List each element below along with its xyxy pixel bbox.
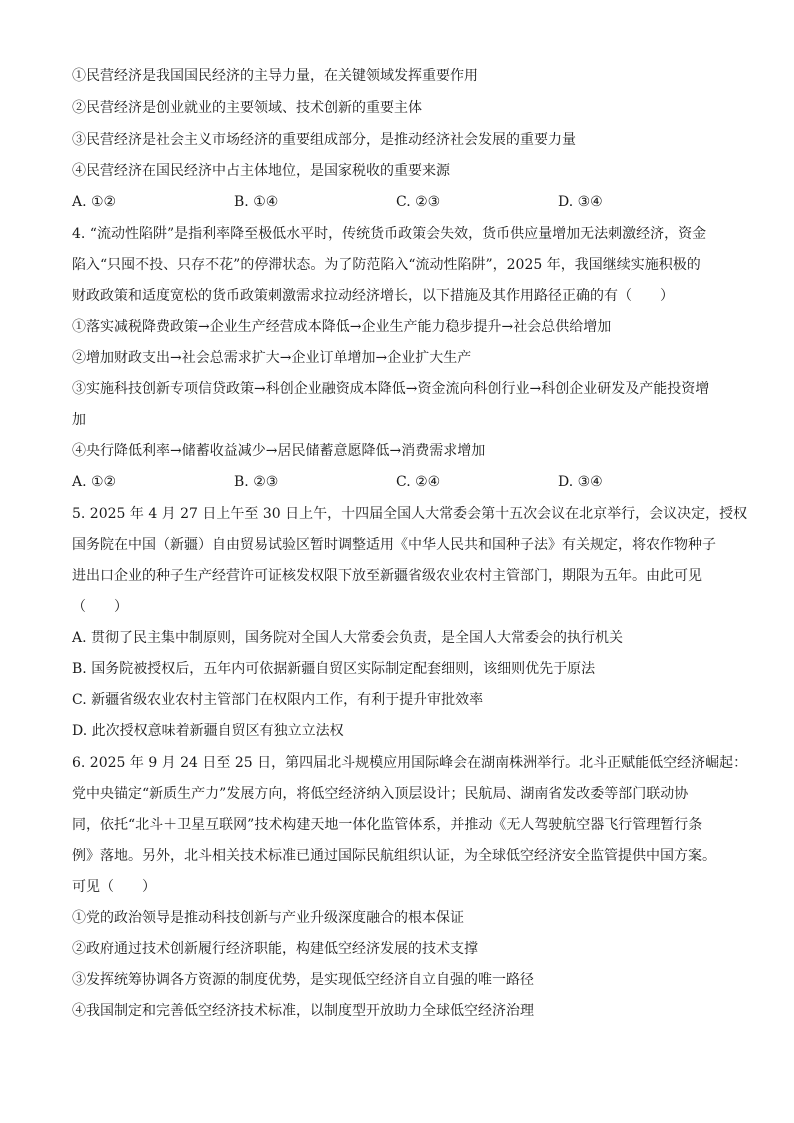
q3-item-2: ②民营经济是创业就业的主要领域、技术创新的重要主体 (72, 100, 422, 116)
q5-option-c: C. 新疆省级农业农村主管部门在权限内工作，有利于提升审批效率 (72, 692, 484, 708)
q6-stem-line-2: 党中央锚定“新质生产力”发展方向，将低空经济纳入顶层设计；民航局、湖南省发改委等部门联动协 (72, 786, 689, 802)
q4-item-1: ①落实减税降费政策→企业生产经营成本降低→企业生产能力稳步提升→社会总供给增加 (72, 319, 612, 335)
q4-option-a: A. ①② (72, 474, 117, 490)
q4-item-3-continued: 加 (72, 412, 86, 428)
q5-option-d: D. 此次授权意味着新疆自贸区有独立立法权 (72, 723, 344, 739)
q6-stem-line-1: 6. 2025 年 9 月 24 日至 25 日，第四届北斗规模应用国际峰会在湖南株洲举行。北斗正赋能低空经济崛起： (72, 755, 748, 771)
q5-stem-line-3: 进出口企业的种子生产经营许可证核发权限下放至新疆省级农业农村主管部门，期限为五年。由此可见 (72, 568, 702, 584)
q5-option-b: B. 国务院被授权后，五年内可依据新疆自贸区实际制定配套细则，该细则优先于原法 (72, 661, 596, 677)
q5-stem-line-2: 国务院在中国（新疆）自由贸易试验区暂时调整适用《中华人民共和国种子法》有关规定，将农作物种子 (72, 537, 716, 553)
q5-option-a: A. 贯彻了民主集中制原则，国务院对全国人大常委会负责，是全国人大常委会的执行机关 (72, 630, 624, 646)
q3-option-c: C. ②③ (396, 194, 441, 210)
q3-option-a: A. ①② (72, 194, 117, 210)
q6-stem-line-3: 同，依托“北斗＋卫星互联网”技术构建天地一体化监管体系，并推动《无人驾驶航空器飞行管理暂行条 (72, 817, 703, 833)
q4-stem-line-1: 4. “流动性陷阱”是指利率降至极低水平时，传统货币政策会失效，货币供应量增加无法刺激经济，资金 (72, 226, 707, 242)
q4-stem-line-3: 财政政策和适度宽松的货币政策刺激需求拉动经济增长，以下措施及其作用路径正确的有（ ） (72, 288, 674, 304)
q3-option-d: D. ③④ (558, 194, 603, 210)
q4-option-c: C. ②④ (396, 474, 441, 490)
q3-item-1: ①民营经济是我国国民经济的主导力量，在关键领域发挥重要作用 (72, 68, 478, 84)
q4-item-4: ④央行降低利率→储蓄收益减少→居民储蓄意愿降低→消费需求增加 (72, 443, 486, 459)
q6-item-1: ①党的政治领导是推动科技创新与产业升级深度融合的根本保证 (72, 910, 464, 926)
q6-stem-line-5: 可见（ ） (72, 879, 156, 895)
q3-item-3: ③民营经济是社会主义市场经济的重要组成部分，是推动经济社会发展的重要力量 (72, 132, 576, 148)
q5-stem-line-1: 5. 2025 年 4 月 27 日上午至 30 日上午，十四届全国人大常委会第十五次会议在北京举行，会议决定，授权 (72, 506, 748, 522)
q4-item-3: ③实施科技创新专项信贷政策→科创企业融资成本降低→资金流向科创行业→科创企业研发及产能投资增 (72, 381, 710, 397)
q6-stem-line-4: 例》落地。另外，北斗相关技术标准已通过国际民航组织认证，为全球低空经济安全监管提供中国方案。 (72, 848, 716, 864)
q6-item-3: ③发挥统筹协调各方资源的制度优势，是实现低空经济自立自强的唯一路径 (72, 972, 534, 988)
q3-option-b: B. ①④ (234, 194, 279, 210)
q4-option-b: B. ②③ (234, 474, 279, 490)
q6-item-2: ②政府通过技术创新履行经济职能，构建低空经济发展的技术支撑 (72, 941, 478, 957)
q6-item-4: ④我国制定和完善低空经济技术标准，以制度型开放助力全球低空经济治理 (72, 1003, 534, 1019)
q4-item-2: ②增加财政支出→社会总需求扩大→企业订单增加→企业扩大生产 (72, 350, 472, 366)
q5-stem-line-4: （ ） (72, 599, 128, 615)
q4-stem-line-2: 陷入“只囤不投、只存不花”的停滞状态。为了防范陷入“流动性陷阱”，2025 年，我国继续实施积极的 (72, 257, 701, 273)
q4-option-d: D. ③④ (558, 474, 603, 490)
q3-item-4: ④民营经济在国民经济中占主体地位，是国家税收的重要来源 (72, 163, 450, 179)
